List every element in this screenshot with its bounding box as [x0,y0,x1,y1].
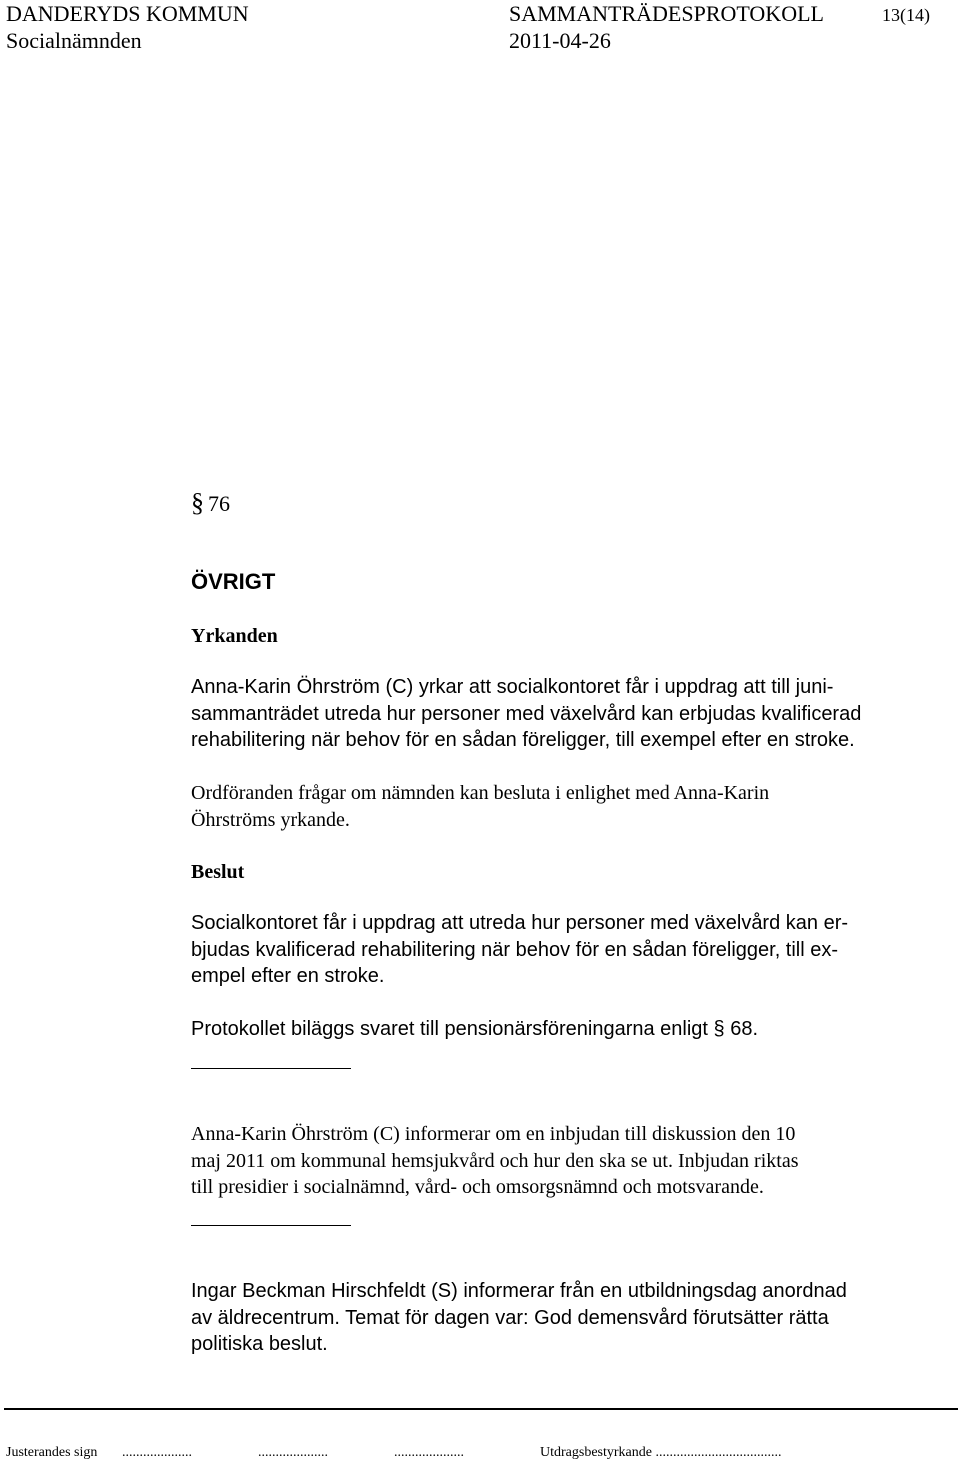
document-type: SAMMANTRÄDESPROTOKOLL [509,1,824,26]
paragraph-line: Protokollet biläggs svaret till pensionärsföreningarna enligt § 68. [191,1018,759,1040]
paragraph-line: bjudas kvalificerad rehabilitering när behov för en sådan föreligger, till ex- [191,938,839,961]
separator-line [191,1225,351,1226]
utdragsbestyrkande-label: Utdragsbestyrkande [540,1445,652,1460]
signature-field: .................... [122,1445,192,1460]
information-paragraph-1 [191,1121,798,1201]
yrkande-paragraph [191,674,861,754]
paragraph-line: till presidier i socialnämnd, vård- och omsorgsnämnd och motsvarande. [191,1176,764,1198]
section-number-value: 76 [208,491,230,516]
paragraph-line: av äldrecentrum. Temat för dagen var: God demensvård förutsätter rätta [191,1306,829,1329]
section-title: ÖVRIGT [191,569,276,594]
signature-field: .................... [258,1445,328,1460]
organization-name: DANDERYDS KOMMUN [6,1,249,26]
yrkanden-heading: Yrkanden [191,625,278,647]
paragraph-line: maj 2011 om kommunal hemsjukvård och hur den ska se ut. Inbjudan riktas [191,1149,799,1172]
section-number [191,490,230,517]
information-paragraph-2 [191,1278,847,1358]
paragraph-line: Anna-Karin Öhrström (C) informerar om en inbjudan till diskussion den 10 [191,1123,796,1145]
paragraph-line: Öhrströms yrkande. [191,808,350,831]
committee-name: Socialnämnden [6,28,142,53]
signature-field: .................... [394,1445,464,1460]
section-symbol: § [191,488,204,517]
meeting-date: 2011-04-26 [509,28,611,53]
utdragsbestyrkande-field [540,1444,781,1462]
footer-divider [4,1408,958,1410]
justerandes-sign-label: Justerandes sign [6,1445,98,1460]
paragraph-line: rehabilitering när behov för en sådan föreligger, till exempel efter en stroke. [191,729,855,751]
beslut-heading: Beslut [191,861,245,883]
paragraph-line: Ingar Beckman Hirschfeldt (S) informerar från en utbildningsdag anordnad [191,1280,847,1302]
separator-line [191,1068,351,1069]
paragraph-line: sammanträdet utreda hur personer med växelvård kan erbjudas kvalificerad [191,702,862,725]
paragraph-line: empel efter en stroke. [191,965,385,987]
paragraph-line: Ordföranden frågar om nämnden kan besluta i enlighet med Anna-Karin [191,782,770,804]
chair-question-paragraph [191,780,769,833]
beslut-paragraph [191,910,848,990]
protocol-attachment-paragraph [191,1016,758,1043]
utdragsbestyrkande-dots: .................................... [655,1445,782,1460]
page-number: 13(14) [882,5,930,25]
paragraph-line: politiska beslut. [191,1333,328,1355]
paragraph-line: Anna-Karin Öhrström (C) yrkar att socialkontoret får i uppdrag att till juni- [191,676,834,698]
paragraph-line: Socialkontoret får i uppdrag att utreda hur personer med växelvård kan er- [191,912,849,934]
